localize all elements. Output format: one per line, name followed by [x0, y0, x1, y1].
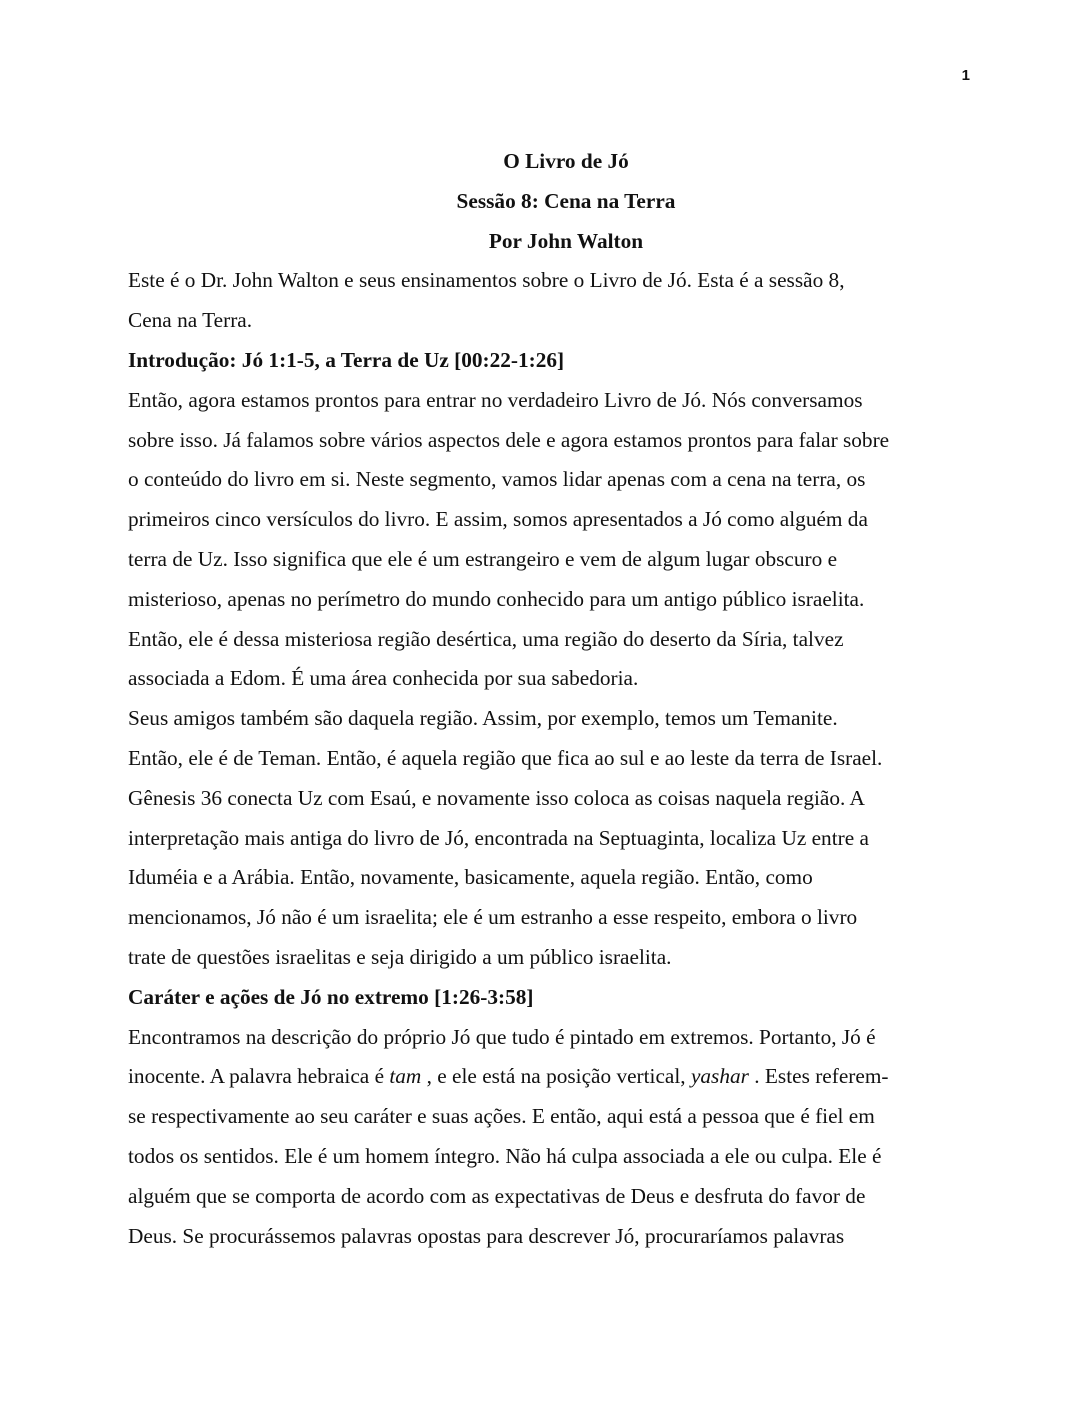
text-fragment: . Estes referem-	[748, 1064, 889, 1089]
text-line: Então, agora estamos prontos para entrar no verdadeiro Livro de Jó. Nós conversamos	[128, 387, 863, 412]
text-line: Deus. Se procurássemos palavras opostas para descrever Jó, procuraríamos palavras	[128, 1223, 845, 1248]
text-line: o conteúdo do livro em si. Neste segmento, vamos lidar apenas com a cena na terra, os	[128, 467, 866, 492]
intro-line: Este é o Dr. John Walton e seus ensinamentos sobre o Livro de Jó. Esta é a sessão 8,	[128, 268, 845, 293]
text-line-with-terms	[128, 1057, 960, 1097]
intro-line: Cena na Terra.	[128, 308, 253, 333]
text-line: trate de questões israelitas e seja dirigido a um público israelita.	[128, 944, 672, 969]
text-line: Então, ele é de Teman. Então, é aquela região que fica ao sul e ao leste da terra de Israel.	[128, 745, 883, 770]
paragraph-friends-region	[128, 699, 960, 978]
document-title: O Livro de Jó	[503, 149, 629, 173]
text-line: misterioso, apenas no perímetro do mundo conhecido para um antigo público israelita.	[128, 586, 865, 611]
text-line: Então, ele é dessa misteriosa região desértica, uma região do deserto da Síria, talvez	[128, 626, 844, 651]
text-line: Iduméia e a Arábia. Então, novamente, basicamente, aquela região. Então, como	[128, 865, 813, 890]
text-line: terra de Uz. Isso significa que ele é um estrangeiro e vem de algum lugar obscuro e	[128, 546, 838, 571]
section-heading-intro: Introdução: Jó 1:1-5, a Terra de Uz [00:22-1:26]	[128, 347, 565, 372]
text-line: Gênesis 36 conecta Uz com Esaú, e novamente isso coloca as coisas naquela região. A	[128, 785, 865, 810]
section-heading-character: Caráter e ações de Jó no extremo [1:26-3:58]	[128, 984, 534, 1009]
text-line: todos os sentidos. Ele é um homem íntegro. Não há culpa associada a ele ou culpa. Ele é	[128, 1143, 882, 1168]
text-line: alguém que se comporta de acordo com as expectativas de Deus e desfruta do favor de	[128, 1183, 866, 1208]
text-line: Encontramos na descrição do próprio Jó que tudo é pintado em extremos. Portanto, Jó é	[128, 1024, 876, 1049]
document-body	[128, 142, 960, 1256]
text-fragment: , e ele está na posição vertical,	[421, 1064, 691, 1089]
text-fragment: inocente. A palavra hebraica é	[128, 1064, 390, 1089]
author-line: Por John Walton	[488, 228, 644, 253]
paragraph-land-of-uz	[128, 381, 960, 699]
text-line: se respectivamente ao seu caráter e suas ações. E então, aqui está a pessoa que é fiel em	[128, 1104, 875, 1129]
page-number: 1	[961, 67, 970, 84]
text-line: interpretação mais antiga do livro de Jó, encontrada na Septuaginta, localiza Uz entre a	[128, 825, 869, 850]
session-title: Sessão 8: Cena na Terra	[456, 188, 676, 213]
text-line: Seus amigos também são daquela região. Assim, por exemplo, temos um Temanite.	[128, 706, 838, 731]
intro-paragraph	[128, 261, 960, 341]
text-line: associada a Edom. É uma área conhecida por sua sabedoria.	[128, 666, 639, 691]
text-line: mencionamos, Jó não é um israelita; ele é um estranho a esse respeito, embora o livro	[128, 905, 858, 930]
text-line: primeiros cinco versículos do livro. E assim, somos apresentados a Jó como alguém da	[128, 507, 868, 532]
hebrew-term-yashar: yashar	[690, 1064, 749, 1089]
hebrew-term-tam: tam	[389, 1064, 422, 1089]
paragraph-character	[128, 1018, 960, 1257]
text-line: sobre isso. Já falamos sobre vários aspectos dele e agora estamos prontos para falar sobre	[128, 427, 890, 452]
